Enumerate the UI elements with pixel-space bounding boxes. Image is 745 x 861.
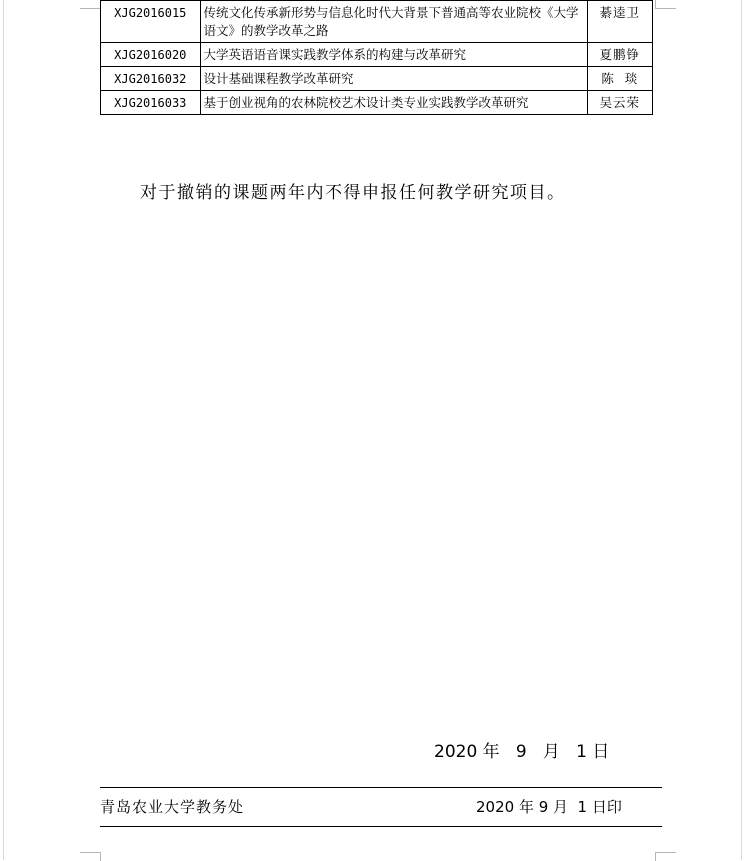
table-row: [101, 67, 653, 91]
project-code: XJG2016033: [101, 91, 201, 115]
page-corner-mark: [655, 0, 676, 9]
page-edge-right: [741, 0, 742, 860]
page-edge-left: [3, 0, 4, 860]
project-title: 设计基础课程教学改革研究: [200, 67, 587, 91]
project-table: [100, 0, 653, 115]
project-owner: 綦逵卫: [587, 1, 652, 43]
table-row: [101, 1, 653, 43]
table-row: [101, 91, 653, 115]
project-title: 大学英语语音课实践教学体系的构建与改革研究: [200, 43, 587, 67]
project-owner: 夏鹏铮: [587, 43, 652, 67]
document-date: 2020 年 9 月 1 日: [434, 742, 610, 762]
table-row: [101, 43, 653, 67]
footer-rule-top: [100, 787, 662, 788]
footer-rule-bottom: [100, 826, 662, 827]
project-title: 基于创业视角的农林院校艺术设计类专业实践教学改革研究: [200, 91, 587, 115]
footer-print-date: 2020 年 9 月 1 日印: [476, 798, 622, 816]
project-code: XJG2016032: [101, 67, 201, 91]
project-code: XJG2016020: [101, 43, 201, 67]
revocation-notice: 对于撤销的课题两年内不得申报任何教学研究项目。: [140, 183, 566, 203]
project-owner: 陈 琰: [587, 67, 652, 91]
footer-org: 青岛农业大学教务处: [100, 798, 245, 816]
project-code: XJG2016015: [101, 1, 201, 43]
page-corner-mark: [80, 0, 101, 9]
project-owner: 吴云荣: [587, 91, 652, 115]
project-title: 传统文化传承新形势与信息化时代大背景下普通高等农业院校《大学语文》的教学改革之路: [200, 1, 587, 43]
